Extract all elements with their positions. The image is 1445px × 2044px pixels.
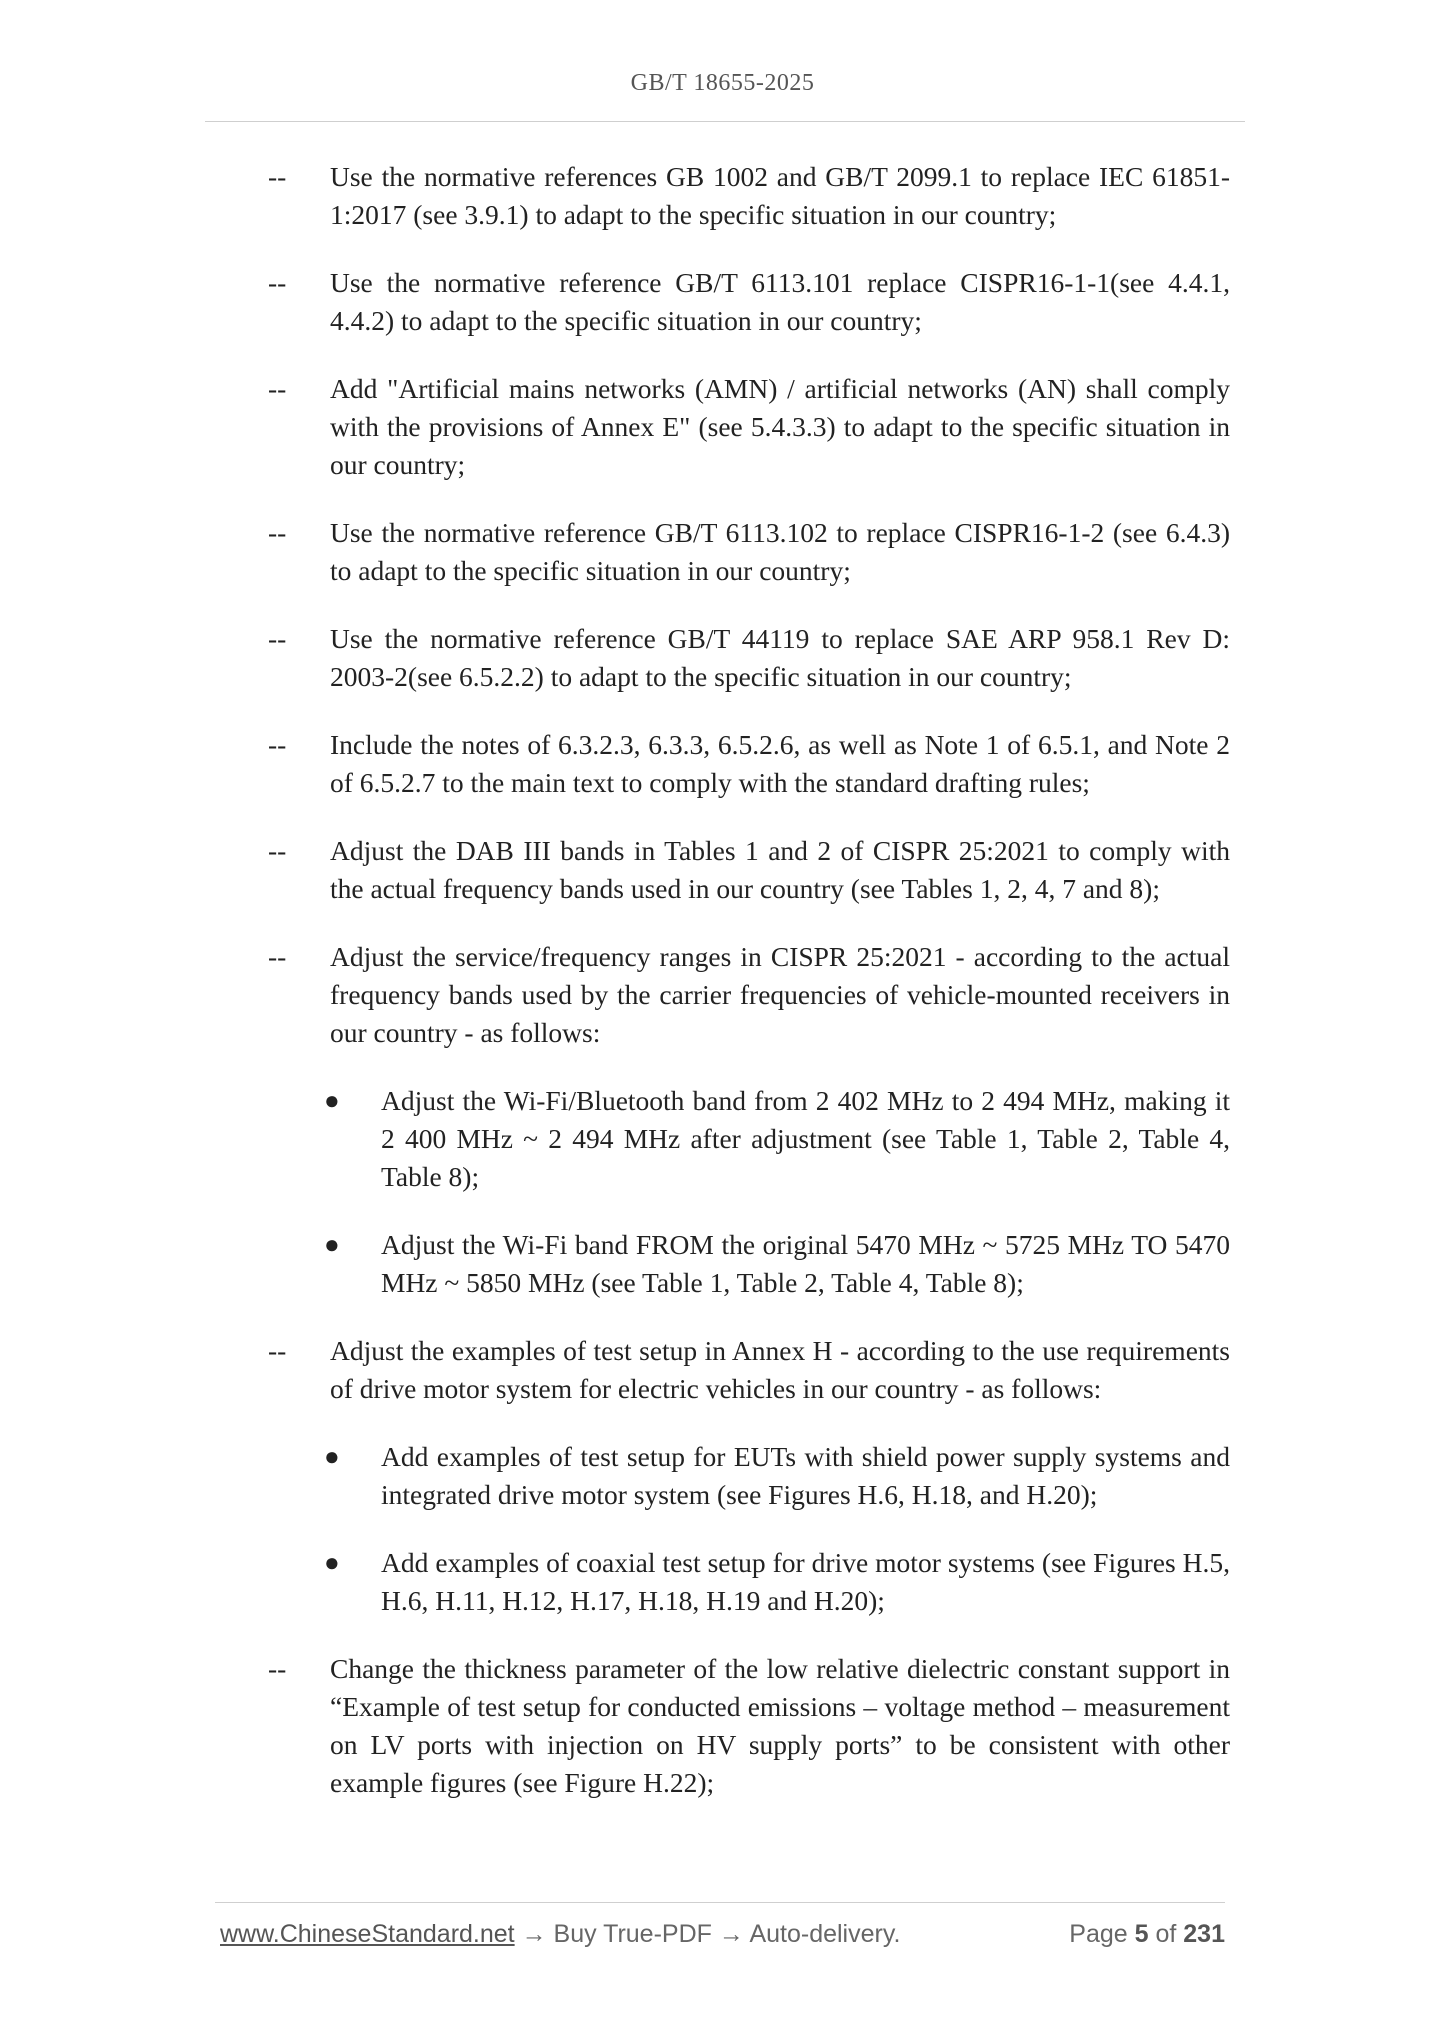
list-item [266, 264, 1230, 340]
list-item [266, 158, 1230, 234]
bullet-icon: ● [324, 1442, 340, 1471]
list-item [266, 832, 1230, 908]
dash-marker: -- [268, 517, 287, 548]
list-item-text: Change the thickness parameter of the low relative dielectric constant support in “Example of test setup for conducted emissions – voltage method – measurement on LV ports with injection on HV supply ports” to be consistent with other example figures (see Figure H.22); [330, 1653, 1230, 1798]
list-item-text: Use the normative reference GB/T 6113.101 replace CISPR16-1-1(see 4.4.1, 4.4.2) to adapt to the specific situation in our country; [330, 267, 1230, 336]
dash-marker: -- [268, 267, 287, 298]
list-item [266, 514, 1230, 590]
current-page-number: 5 [1134, 1920, 1149, 1948]
sub-list-item-text: Add examples of test setup for EUTs with shield power supply systems and integrated drive motor system (see Figures H.6, H.18, and H.20); [381, 1441, 1230, 1510]
dash-marker: -- [268, 1653, 287, 1684]
list-item [266, 1332, 1230, 1408]
list-item [266, 1650, 1230, 1802]
standard-code: GB/T 18655-2025 [630, 70, 815, 96]
page-label: Page [1069, 1920, 1128, 1948]
list-item [266, 938, 1230, 1052]
website-link[interactable]: www.ChineseStandard.net [220, 1920, 515, 1948]
page-body [266, 158, 1230, 1832]
dash-marker: -- [268, 161, 287, 192]
bullet-icon: ● [324, 1230, 340, 1259]
list-item [266, 726, 1230, 802]
list-item-text: Use the normative reference GB/T 44119 to replace SAE ARP 958.1 Rev D: 2003-2(see 6.5.2.2) to adapt to the specific situation in our country; [330, 623, 1230, 692]
total-pages: 231 [1183, 1920, 1225, 1948]
list-item-text: Use the normative references GB 1002 and GB/T 2099.1 to replace IEC 61851-1:2017 (see 3.9.1) to adapt to the specific situation in our country; [330, 161, 1230, 230]
footer-promo [220, 1920, 900, 1949]
page-counter [1069, 1920, 1225, 1949]
sub-list-item-text: Add examples of coaxial test setup for drive motor systems (see Figures H.5, H.6, H.11, H.12, H.17, H.18, H.19 and H.20); [381, 1547, 1230, 1616]
list-item [266, 620, 1230, 696]
list-item-text: Adjust the examples of test setup in Annex H - according to the use requirements of drive motor system for electric vehicles in our country - as follows: [330, 1335, 1230, 1404]
sub-list-item [266, 1438, 1230, 1514]
dash-marker: -- [268, 373, 287, 404]
list-item-text: Use the normative reference GB/T 6113.102 to replace CISPR16-1-2 (see 6.4.3) to adapt to the specific situation in our country; [330, 517, 1230, 586]
dash-marker: -- [268, 941, 287, 972]
header-divider [205, 121, 1245, 122]
page-footer [220, 1920, 1225, 1960]
buy-pdf-text: Buy True-PDF [553, 1920, 712, 1948]
list-item-text: Adjust the DAB III bands in Tables 1 and 2 of CISPR 25:2021 to comply with the actual frequency bands used in our country (see Tables 1, 2, 4, 7 and 8); [330, 835, 1230, 904]
sub-list-item-text: Adjust the Wi-Fi band FROM the original 5470 MHz ~ 5725 MHz TO 5470 MHz ~ 5850 MHz (see Table 1, Table 2, Table 4, Table 8); [381, 1229, 1230, 1298]
sub-list-item [266, 1544, 1230, 1620]
list-item-text: Include the notes of 6.3.2.3, 6.3.3, 6.5.2.6, as well as Note 1 of 6.5.1, and Note 2 of 6.5.2.7 to the main text to comply with the standard drafting rules; [330, 729, 1230, 798]
arrow-right-icon: → [718, 1920, 744, 1948]
bullet-icon: ● [324, 1086, 340, 1115]
list-item [266, 370, 1230, 484]
dash-marker: -- [268, 729, 287, 760]
of-label: of [1155, 1920, 1177, 1948]
list-item-text: Add "Artificial mains networks (AMN) / artificial networks (AN) shall comply with the provisions of Annex E" (see 5.4.3.3) to adapt to the specific situation in our country; [330, 373, 1230, 480]
list-item-text: Adjust the service/frequency ranges in CISPR 25:2021 - according to the actual frequency bands used by the carrier frequencies of vehicle-mounted receivers in our country - as follows: [330, 941, 1230, 1048]
sub-list-item [266, 1226, 1230, 1302]
dash-marker: -- [268, 835, 287, 866]
footer-divider [215, 1902, 1225, 1903]
dash-marker: -- [268, 1335, 287, 1366]
document-header [0, 70, 1445, 97]
bullet-icon: ● [324, 1548, 340, 1577]
dash-marker: -- [268, 623, 287, 654]
auto-delivery-text: Auto-delivery. [749, 1920, 901, 1948]
sub-list-item [266, 1082, 1230, 1196]
arrow-right-icon: → [521, 1920, 547, 1948]
sub-list-item-text: Adjust the Wi-Fi/Bluetooth band from 2 402 MHz to 2 494 MHz, making it 2 400 MHz ~ 2 494 MHz after adjustment (see Table 1, Table 2, Table 4, Table 8); [381, 1085, 1230, 1192]
